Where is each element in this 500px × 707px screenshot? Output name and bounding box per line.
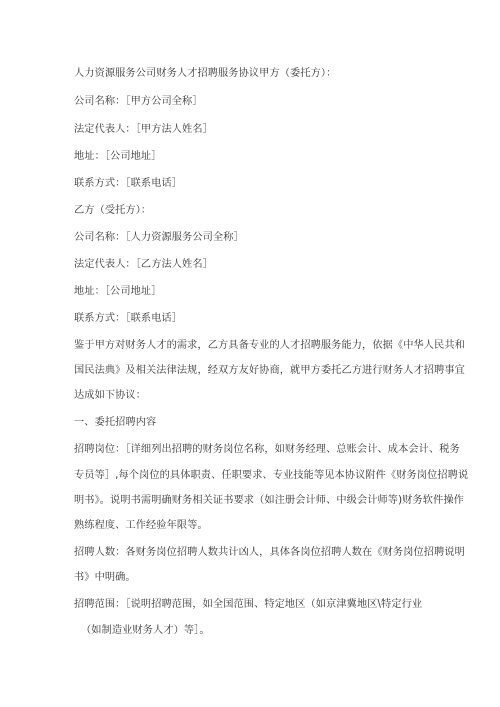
recruitment-count-line: 招聘人数：各财务岗位招聘人数共计凶人，具体各岗位招聘人数在《财务岗位招聘说明 [74, 547, 465, 558]
recruitment-position-line: 明书》。说明书需明确财务相关证书要求（如注册会计师、中级会计师等)财务软件操作 [74, 495, 464, 506]
section-heading: 一、委托招聘内容 [74, 417, 157, 428]
preamble-line: 鉴于甲方对财务人才的需求，乙方具备专业的人才招聘服务能力，依据《中华人民共和 [74, 340, 465, 351]
party-b-legal-representative: 法定代表人：［乙方法人姓名］ [74, 259, 213, 270]
party-a-address: 地址：［公司地址］ [74, 151, 162, 162]
party-b-company-name: 公司名称：［人力资源服务公司全称］ [74, 232, 244, 243]
party-b-address: 地址：［公司地址］ [74, 286, 162, 297]
preamble-line: 达成如下协议： [74, 390, 147, 401]
recruitment-position-line: 熟练程度、工作经验年限等。 [74, 520, 208, 531]
party-b-contact: 联系方式：［联系电话］ [74, 313, 183, 324]
document-title: 人力资源服务公司财务人才招聘服务协议甲方（委托方）： [74, 68, 337, 79]
recruitment-position-line: 专员等］,每个岗位的具体职责、任职要求、专业技能等见本协议附件《财务岗位招聘说 [74, 470, 469, 481]
recruitment-scope-line: （如制造业财务人才）等］。 [81, 625, 210, 636]
party-a-company-name: 公司名称：［甲方公司全称］ [74, 96, 203, 107]
party-a-legal-representative: 法定代表人：［甲方法人姓名］ [74, 124, 213, 135]
recruitment-position-line: 招聘岗位：［详细列出招聘的财务岗位名称，如财务经理、总账会计、成本会计、税务 [74, 444, 460, 455]
recruitment-count-line: 书》中明确。 [74, 572, 136, 583]
preamble-line: 国民法典》及相关法律法规，经双方友好协商，就甲方委托乙方进行财务人才招聘事宜 [74, 365, 465, 376]
party-a-contact: 联系方式：［联系电话］ [74, 178, 183, 189]
party-b-heading: 乙方（受托方）： [74, 205, 152, 216]
recruitment-scope-line: 招聘范围：［说明招聘范围，如全国范围、特定地区（如京津冀地区\特定行业 [74, 599, 423, 610]
